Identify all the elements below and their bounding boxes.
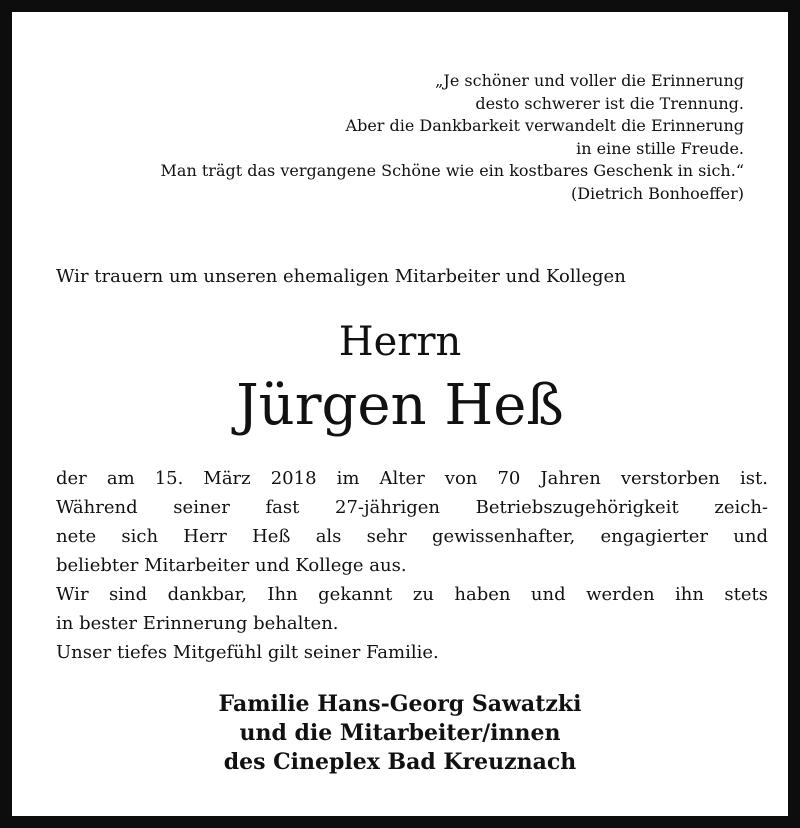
body-line: der am 15. März 2018 im Alter von 70 Jahren verstorben ist.: [56, 468, 768, 489]
quote-attribution: (Dietrich Bonhoeffer): [570, 183, 744, 203]
bonhoeffer-quote: [161, 70, 744, 205]
obituary-body: [56, 464, 768, 667]
body-line: Wir sind dankbar, Ihn gekannt zu haben und werden ihn stets: [56, 584, 768, 605]
signature-line: und die Mitarbeiter/innen: [239, 720, 561, 746]
quote-line: Aber die Dankbarkeit verwandelt die Erinnerung: [345, 116, 744, 135]
quote-line: Man trägt das vergangene Schöne wie ein kostbares Geschenk in sich.“: [160, 161, 744, 180]
mourning-intro: Wir trauern um unseren ehemaligen Mitarbeiter und Kollegen: [56, 266, 626, 287]
signature-line: des Cineplex Bad Kreuznach: [223, 749, 577, 775]
body-line: Während seiner fast 27-jährigen Betriebszugehörigkeit zeich-: [56, 497, 768, 518]
signature-line: Familie Hans-Georg Sawatzki: [218, 691, 582, 717]
salutation: Herrn: [338, 319, 462, 365]
quote-line: „Je schöner und voller die Erinnerung: [435, 71, 744, 90]
quote-line: desto schwerer ist die Trennung.: [475, 93, 744, 113]
deceased-name: Jürgen Heß: [236, 373, 564, 438]
quote-line: in eine stille Freude.: [576, 138, 744, 158]
body-line: nete sich Herr Heß als sehr gewissenhafter, engagierter und: [56, 526, 768, 547]
body-line: Unser tiefes Mitgefühl gilt seiner Familie.: [56, 642, 439, 663]
signature-block: [12, 690, 788, 777]
body-line: in bester Erinnerung behalten.: [56, 613, 339, 634]
body-line: beliebter Mitarbeiter und Kollege aus.: [56, 555, 407, 576]
